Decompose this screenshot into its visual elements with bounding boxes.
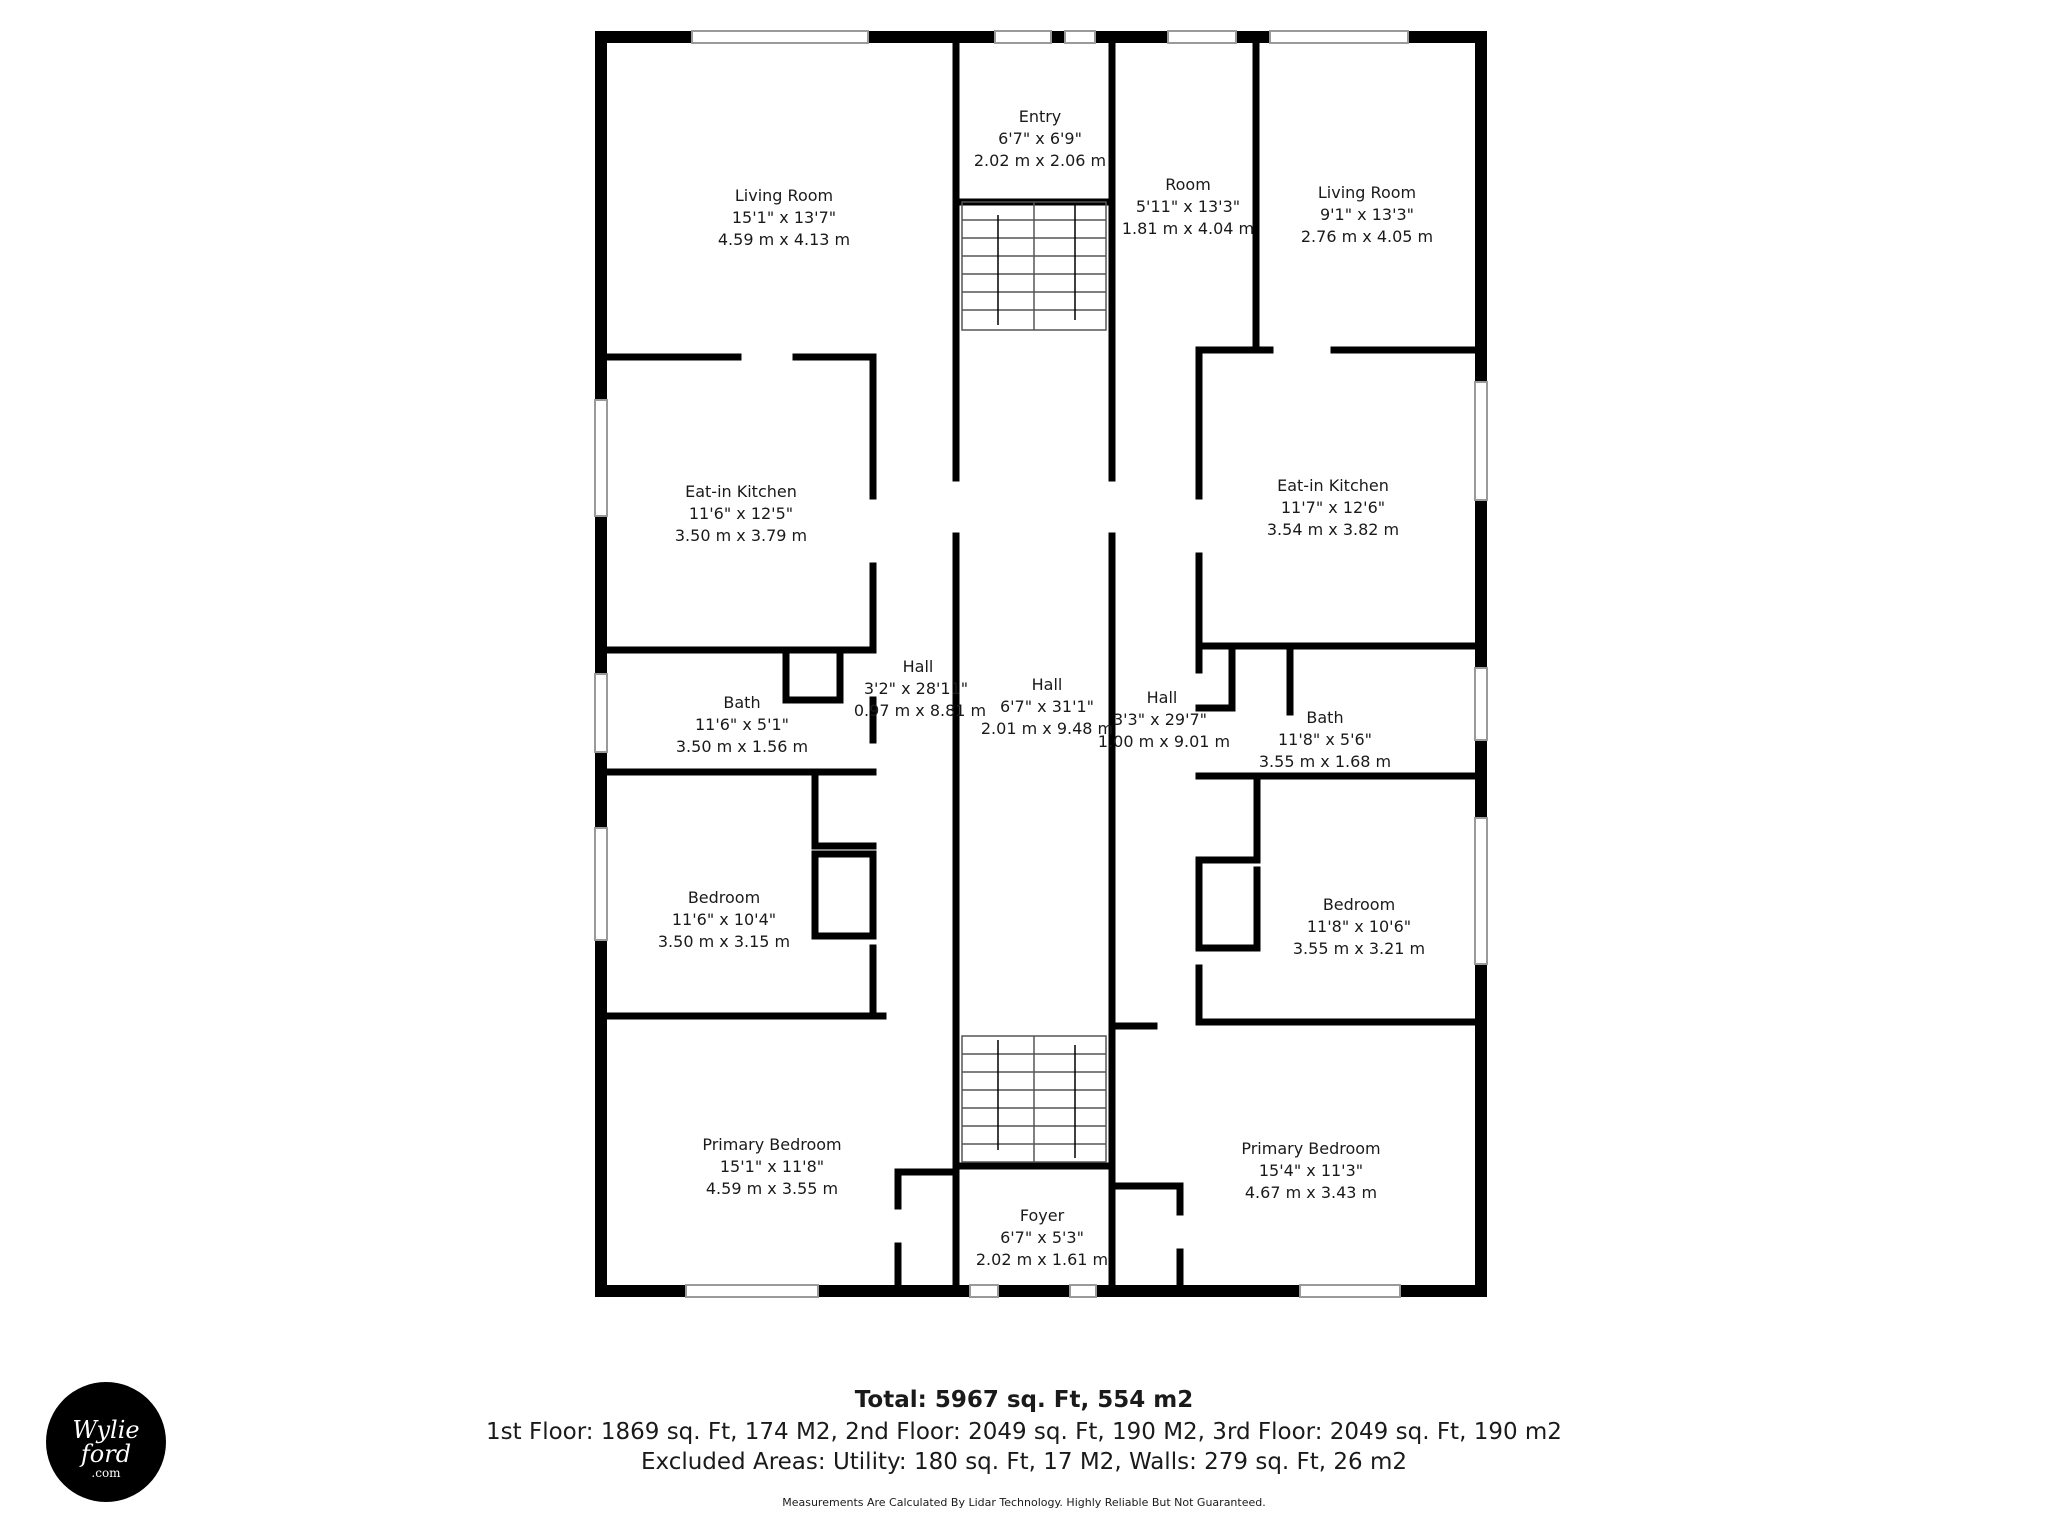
window xyxy=(1070,1285,1096,1297)
window xyxy=(595,828,607,940)
room-name: Room xyxy=(1165,175,1211,194)
staircase-bottom xyxy=(962,1036,1106,1162)
room-metric: 1.81 m x 4.04 m xyxy=(1121,219,1255,238)
total-area: Total: 5967 sq. Ft, 554 m2 xyxy=(854,1387,1194,1413)
room-primary-bedroom-left xyxy=(702,1135,841,1198)
room-name: Bedroom xyxy=(1322,895,1396,914)
room-name: Eat-in Kitchen xyxy=(685,482,797,501)
room-eat-in-kitchen-left xyxy=(675,482,807,545)
room-metric: 4.59 m x 4.13 m xyxy=(717,230,851,249)
room-imperial: 6'7" x 5'3" xyxy=(1000,1228,1084,1247)
room-name: Bath xyxy=(1306,708,1344,727)
room-metric: 3.50 m x 3.15 m xyxy=(657,932,791,951)
room-name: Primary Bedroom xyxy=(1241,1139,1381,1158)
room-metric: 2.01 m x 9.48 m xyxy=(980,719,1114,738)
room-bedroom-left xyxy=(658,888,790,951)
room-imperial: 11'6" x 5'1" xyxy=(694,715,790,734)
room-name: Bedroom xyxy=(687,888,761,907)
room-metric: 4.67 m x 3.43 m xyxy=(1244,1183,1378,1202)
room-imperial: 11'8" x 5'6" xyxy=(1277,730,1373,749)
room-hall-right xyxy=(1098,688,1230,751)
room-metric: 4.59 m x 3.55 m xyxy=(705,1179,839,1198)
disclaimer: Measurements Are Calculated By Lidar Technology. Highly Reliable But Not Guaranteed. xyxy=(782,1496,1266,1509)
window xyxy=(686,1285,818,1297)
room-name: Bath xyxy=(723,693,761,712)
window xyxy=(1300,1285,1400,1297)
room-name: Eat-in Kitchen xyxy=(1277,476,1389,495)
window xyxy=(970,1285,998,1297)
room-imperial: 11'8" x 10'6" xyxy=(1306,917,1412,936)
room-metric: 0.97 m x 8.81 m xyxy=(853,701,987,720)
room-imperial: 15'4" x 11'3" xyxy=(1258,1161,1364,1180)
room-imperial: 11'6" x 10'4" xyxy=(671,910,777,929)
window xyxy=(595,400,607,516)
room-imperial: 6'7" x 31'1" xyxy=(999,697,1095,716)
room-metric: 3.55 m x 1.68 m xyxy=(1258,752,1392,771)
room-living-room-right xyxy=(1301,183,1433,246)
room-metric: 2.02 m x 2.06 m xyxy=(973,151,1107,170)
room-hall-left xyxy=(854,657,986,720)
room-metric: 3.50 m x 1.56 m xyxy=(675,737,809,756)
room-imperial: 5'11" x 13'3" xyxy=(1135,197,1241,216)
room-bath-right xyxy=(1259,708,1391,771)
room-metric: 3.55 m x 3.21 m xyxy=(1292,939,1426,958)
room-metric: 3.50 m x 3.79 m xyxy=(674,526,808,545)
room-imperial: 3'3" x 29'7" xyxy=(1112,710,1208,729)
room-room xyxy=(1122,175,1254,238)
room-imperial: 6'7" x 6'9" xyxy=(998,129,1082,148)
window xyxy=(1475,818,1487,964)
room-foyer xyxy=(976,1206,1108,1269)
room-imperial: 15'1" x 13'7" xyxy=(731,208,837,227)
room-name: Living Room xyxy=(1317,183,1417,202)
room-entry xyxy=(974,107,1106,170)
room-metric: 3.54 m x 3.82 m xyxy=(1266,520,1400,539)
window xyxy=(1065,31,1095,43)
room-metric: 2.02 m x 1.61 m xyxy=(975,1250,1109,1269)
excluded-areas: Excluded Areas: Utility: 180 sq. Ft, 17 M2, Walls: 279 sq. Ft, 26 m2 xyxy=(640,1449,1408,1475)
room-primary-bedroom-right xyxy=(1241,1139,1380,1202)
room-name: Foyer xyxy=(1019,1206,1065,1225)
floor-areas: 1st Floor: 1869 sq. Ft, 174 M2, 2nd Floor: 2049 sq. Ft, 190 M2, 3rd Floor: 2049 sq. Ft, 190 m2 xyxy=(486,1419,1562,1445)
window xyxy=(1475,668,1487,740)
window xyxy=(692,31,868,43)
window xyxy=(1475,382,1487,500)
window xyxy=(1270,31,1408,43)
room-name: Hall xyxy=(1031,675,1063,694)
room-imperial: 15'1" x 11'8" xyxy=(719,1157,825,1176)
staircase-top xyxy=(962,202,1106,330)
room-name: Hall xyxy=(1146,688,1178,707)
room-imperial: 11'6" x 12'5" xyxy=(688,504,794,523)
room-metric: 1.00 m x 9.01 m xyxy=(1097,732,1231,751)
logo-wordmark: Wylie ford .com xyxy=(72,1416,140,1480)
room-bedroom-right xyxy=(1293,895,1425,958)
room-name: Living Room xyxy=(734,186,834,205)
room-imperial: 11'7" x 12'6" xyxy=(1280,498,1386,517)
room-labels xyxy=(658,107,1433,1269)
room-imperial: 3'2" x 28'11" xyxy=(863,679,969,698)
wylie-ford-logo xyxy=(46,1382,166,1502)
room-name: Hall xyxy=(902,657,934,676)
room-metric: 2.76 m x 4.05 m xyxy=(1300,227,1434,246)
room-name: Primary Bedroom xyxy=(702,1135,842,1154)
window xyxy=(595,674,607,752)
window xyxy=(1168,31,1236,43)
room-hall-center xyxy=(981,675,1113,738)
room-living-room-left xyxy=(718,186,850,249)
window xyxy=(995,31,1051,43)
room-eat-in-kitchen-right xyxy=(1267,476,1399,539)
room-imperial: 9'1" x 13'3" xyxy=(1319,205,1415,224)
room-name: Entry xyxy=(1018,107,1062,126)
